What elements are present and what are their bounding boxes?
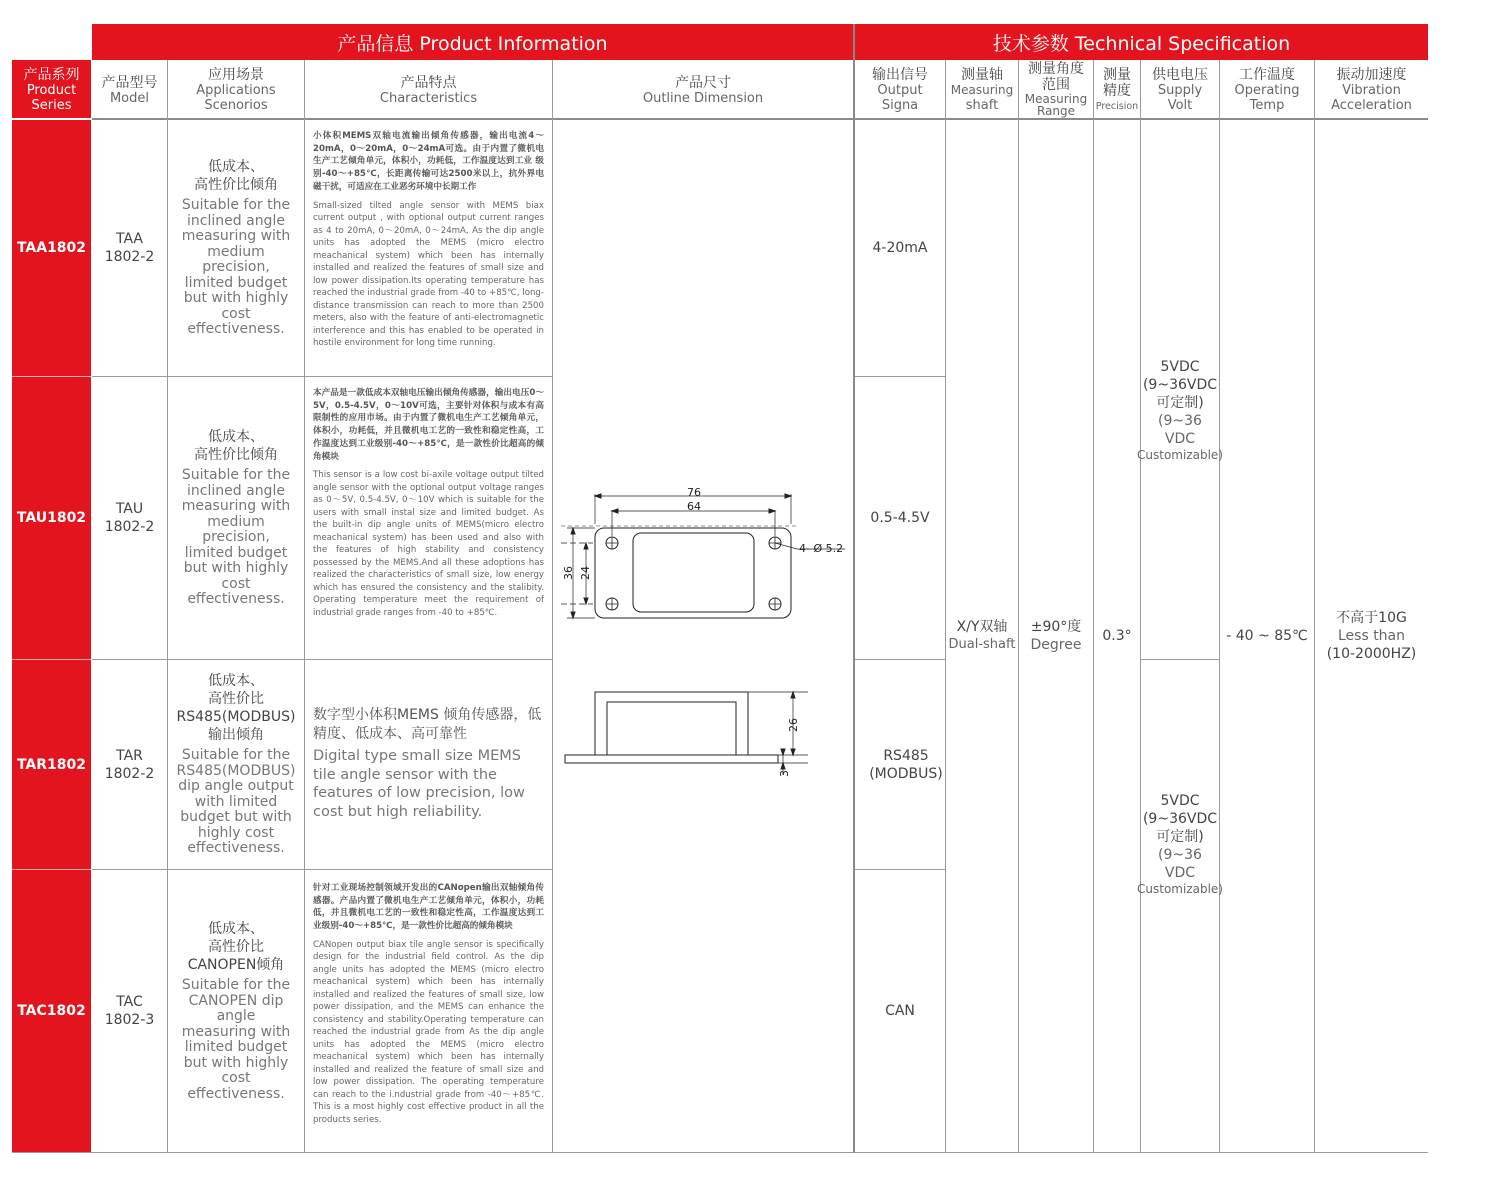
app-en-8: cost <box>221 305 251 322</box>
char-cn: 本产品是一款低成本双轴电压输出倾角传感器，输出电压0～5V，0.5-4.5V，0～10V可选，主要针对体积与成本有高限制性的应用市场。由于内置了微机电生产工艺倾角单元，体积小，功耗低，并且微机电工艺的一致性和稳定性高，工作温度达到工业级别-40～+85℃，是一款性价比超高的倾角模块 <box>313 388 544 462</box>
characteristics-header <box>305 62 552 118</box>
app-en-4: medium <box>207 513 265 530</box>
axis-header-cn: 测量轴 <box>961 67 1003 83</box>
precision-cell <box>1094 120 1140 1152</box>
characteristics-header-cn: 产品特点 <box>400 74 457 91</box>
app-en-6: but with highly <box>183 1054 289 1071</box>
app-en-1: Suitable for the <box>181 747 291 764</box>
characteristics-cell <box>313 882 544 1150</box>
series-label: TAU1802 <box>16 510 87 526</box>
outline-header <box>553 62 853 118</box>
model-header <box>92 62 167 118</box>
app-en-5: budget but with <box>180 809 292 826</box>
outline-header-en: Outline Dimension <box>642 90 764 106</box>
app-en-9: effectiveness. <box>187 591 285 608</box>
app-cn-4: 输出倾角 <box>208 727 264 744</box>
range-cn: ±90°度 <box>1030 619 1082 635</box>
range-header-en1: Measuring <box>1024 92 1088 106</box>
range-header-en2: Range <box>1036 104 1076 118</box>
vibration-header-cn: 振动加速度 <box>1336 67 1407 83</box>
precision-value: 0.3° <box>1102 628 1132 644</box>
app-en-2: inclined angle <box>187 482 285 499</box>
app-en-1: Suitable for the <box>181 977 291 993</box>
model-cell <box>92 377 167 659</box>
app-en-9: effectiveness. <box>187 321 285 338</box>
hole-note-label: 4- Ø 5.2 <box>799 542 844 555</box>
supply-bottom-5: Customizable) <box>1137 882 1223 896</box>
range-header-cn2: 范围 <box>1042 77 1070 93</box>
char-en: Small-sized tilted angle sensor with MEMS biax current output , with optional output current ranges as 4 to 20mA, 0～20mA, 0～24mA, As the dip angle units has adopted the MEMS (micro electro meachanical system) which been has internally installed and realized the features of small size and low power dissipation.Its operating temperature has reached the industrial grade from -40 to +85℃, long-distance transmission can reach to more than 2500 meters, also with the feature of anti-electromagnetic interference and this has enabled to be operated in hostile environment for long time running. <box>313 200 544 349</box>
model-line1: TAC <box>116 994 143 1010</box>
app-cn-3: CANOPEN倾角 <box>187 957 285 973</box>
output-value-1: RS485 <box>883 747 929 764</box>
vibration-2: Less than <box>1337 628 1406 644</box>
app-cn-2: 高性价比 <box>208 939 264 955</box>
precision-header-en: Precision <box>1095 100 1139 112</box>
series-header-cn: 产品系列 <box>23 66 80 83</box>
app-en-3: measuring with <box>181 228 291 245</box>
range-header <box>1019 60 1093 118</box>
model-line2: 1802-2 <box>104 765 155 782</box>
axis-header <box>946 62 1018 118</box>
product-info-header <box>92 24 853 60</box>
series-header-en1: Product <box>26 82 77 98</box>
series-label: TAR1802 <box>16 756 87 773</box>
supply-header <box>1141 62 1219 118</box>
output-header-en1: Output <box>877 83 923 98</box>
output-value: CAN <box>885 1003 915 1019</box>
vibration-cell <box>1315 120 1428 1152</box>
supply-bottom-1: 5VDC <box>1160 793 1200 809</box>
vibration-3: (10-2000HZ) <box>1326 646 1417 662</box>
app-en-7: but with highly <box>183 290 289 307</box>
supply-bottom-3: 可定制) <box>1156 829 1204 845</box>
vibration-header-en2: Acceleration <box>1331 98 1412 113</box>
supply-header-en2: Volt <box>1167 98 1193 113</box>
output-value: 0.5-4.5V <box>870 510 930 526</box>
temp-header-cn: 工作温度 <box>1239 67 1295 83</box>
char-cn: 数字型小体积MEMS 倾角传感器，低精度、低成本、高可靠性 <box>313 707 542 742</box>
table-row <box>12 377 91 659</box>
series-label: TAC1802 <box>17 1003 86 1019</box>
application-cell <box>168 120 304 376</box>
app-cn-1: 低成本、 <box>208 159 264 176</box>
outline-drawing <box>553 470 853 790</box>
series-header <box>12 62 91 118</box>
temp-header-en1: Operating <box>1234 83 1300 98</box>
applications-header <box>168 62 304 118</box>
app-en-6: highly cost <box>197 824 275 841</box>
app-en-5: limited budget <box>184 1039 288 1055</box>
dim-76-label: 76 <box>687 486 701 499</box>
char-en: This sensor is a low cost bi-axile voltage output tilted angle sensor with the optional output voltage ranges as 0～5V, 0.5-4.5V, 0～10V which is suitable for the users with small instal size and limited budget. As the built-in dip angle units of MEMS(micro electro meachanical system) has been used and also with the features of high stability and consistency possessed by the MEMS.And all these adoptions has realized the characteristics of small size, low energy which has ensured the consistency and the stalibity. Operating temperature meet the requirement of industrial grade ranges from -40 to +85℃. <box>313 470 544 618</box>
model-line1: TAU <box>115 501 144 517</box>
model-line1: TAR <box>116 747 143 764</box>
axis-cn: X/Y双轴 <box>956 619 1008 635</box>
app-en-7: cost <box>221 1070 251 1086</box>
model-header-en: Model <box>109 90 150 106</box>
app-en-3: angle <box>216 1008 256 1024</box>
outline-header-cn: 产品尺寸 <box>675 74 731 91</box>
side-view-body <box>565 692 778 763</box>
output-value: 4-20mA <box>872 240 928 256</box>
range-cell <box>1019 120 1093 1152</box>
characteristics-cell <box>313 387 544 655</box>
dim-26-label: 26 <box>787 718 800 732</box>
app-en-5: precision, <box>202 529 270 546</box>
table-row <box>12 120 91 376</box>
model-cell <box>92 120 167 376</box>
app-en-4: medium <box>207 243 265 260</box>
top-view-window <box>633 533 754 612</box>
applications-header-en2: Scenorios <box>204 98 268 113</box>
range-header-cn1: 测量角度 <box>1028 61 1084 77</box>
model-line2: 1802-2 <box>104 249 155 265</box>
vline-precision <box>1140 60 1141 1153</box>
supply-top-3: 可定制) <box>1156 395 1204 411</box>
table-bottom-line <box>12 1152 1428 1153</box>
supply-cell-bottom <box>1137 793 1223 896</box>
table-row <box>12 660 91 869</box>
app-en-7: but with highly <box>183 560 289 577</box>
app-cn-2: 高性价比倾角 <box>194 177 278 194</box>
app-en-4: measuring with <box>181 1023 291 1040</box>
characteristics-cell <box>313 706 545 856</box>
app-cn-1: 低成本、 <box>208 921 264 937</box>
tech-spec-title: 技术参数 Technical Specification <box>992 32 1291 55</box>
axis-en: Dual-shaft <box>948 637 1016 652</box>
supply-bottom-4: (9~36 VDC <box>1158 847 1202 881</box>
app-cn-2: 高性价比 <box>208 691 264 708</box>
temp-value: - 40 ~ 85℃ <box>1226 628 1308 644</box>
dim-64-label: 64 <box>687 500 701 513</box>
supply-top-1: 5VDC <box>1160 359 1200 375</box>
app-cn-1: 低成本、 <box>208 429 264 446</box>
app-en-6: limited budget <box>184 274 288 291</box>
product-info-title: 产品信息 Product Information <box>337 32 608 55</box>
range-en: Degree <box>1030 637 1082 653</box>
output-header <box>855 62 945 118</box>
series-label: TAA1802 <box>16 240 87 256</box>
dim-24-label: 24 <box>579 566 592 580</box>
table-row <box>12 870 91 1152</box>
char-cn: 小体积MEMS双轴电流输出倾角传感器，输出电流4～20mA，0～20mA，0～24mA可选。由于内置了微机电生产工艺倾角单元，体积小，功耗低，工作温度达到工业 级别-40～+85℃，长距离传输可达2500米以上，抗外界电磁干扰，可适应在工业恶劣环境中长期工作 <box>313 131 544 192</box>
app-en-7: effectiveness. <box>187 840 285 857</box>
axis-header-en2: shaft <box>965 98 999 113</box>
supply-cell-top <box>1137 359 1223 462</box>
app-en-5: precision, <box>202 259 270 276</box>
app-en-1: Suitable for the <box>181 197 291 214</box>
characteristics-cell <box>313 130 544 370</box>
output-header-cn: 输出信号 <box>872 67 928 83</box>
supply-divider-line <box>1141 659 1219 660</box>
vibration-header-en1: Vibration <box>1342 83 1401 98</box>
supply-top-2: (9~36VDC <box>1142 377 1218 393</box>
supply-header-en1: Supply <box>1157 83 1203 98</box>
characteristics-header-en: Characteristics <box>379 90 478 106</box>
app-en-2: inclined angle <box>187 212 285 229</box>
supply-top-4: (9~36 VDC <box>1158 413 1202 447</box>
char-en: Digital type small size MEMS tile angle sensor with the features of low precision, low cost but high reliability. <box>313 748 525 820</box>
applications-header-en1: Applications <box>196 83 276 98</box>
app-en-4: with limited <box>194 793 278 810</box>
application-cell <box>168 660 304 869</box>
model-cell <box>92 660 167 869</box>
app-en-2: CANOPEN dip <box>188 992 284 1009</box>
axis-cell <box>946 120 1018 1152</box>
output-cell <box>855 870 945 1152</box>
precision-header-cn1: 测量 <box>1103 66 1131 83</box>
precision-header-cn2: 精度 <box>1103 82 1131 99</box>
dim-36-label: 36 <box>562 566 575 580</box>
app-en-6: limited budget <box>184 544 288 561</box>
vline-app <box>304 60 305 1153</box>
output-header-en2: Signa <box>881 98 919 113</box>
app-en-3: dip angle output <box>178 778 294 795</box>
axis-header-en1: Measuring <box>950 83 1014 97</box>
output-cell <box>855 377 945 659</box>
temp-cell <box>1220 120 1314 1152</box>
series-header-en2: Series <box>31 97 72 113</box>
app-en-1: Suitable for the <box>181 467 291 484</box>
app-en-3: measuring with <box>181 498 291 515</box>
dim-3-label: 3 <box>778 770 791 777</box>
supply-header-cn: 供电电压 <box>1152 67 1208 83</box>
application-cell <box>168 870 304 1152</box>
model-line2: 1802-3 <box>104 1012 155 1028</box>
output-value-2: (MODBUS) <box>869 765 943 782</box>
vibration-1: 不高于10G <box>1336 610 1407 626</box>
model-line2: 1802-2 <box>104 519 155 535</box>
top-view-body <box>595 528 791 618</box>
output-cell <box>855 660 957 869</box>
vibration-header <box>1315 62 1428 118</box>
app-en-8: effectiveness. <box>187 1085 285 1102</box>
app-cn-3: RS485(MODBUS) <box>176 709 296 726</box>
app-cn-2: 高性价比倾角 <box>194 447 278 464</box>
model-header-cn: 产品型号 <box>101 74 158 91</box>
supply-bottom-2: (9~36VDC <box>1142 811 1218 827</box>
applications-header-cn: 应用场景 <box>208 67 264 83</box>
char-en: CANopen output biax tile angle sensor is specifically design for the industrial field control. As the dip angle units has adopted the MEMS (micro electro meachanical system) which been has internally installed and realized the features of small size, low power dissipation, and the MEMS can enhance the consistency and stability.Operating temperature can reached the industrial grade from As the dip angle units has adopted the MEMS (micro electro meachanical system) which been has internally installed and realized the feature of small size and low power dissipation. The operating temperature can reach to the i.ndustrial grade from -40～+85℃. This is a most highly cost effective product in all the products series. <box>313 939 544 1125</box>
app-en-8: cost <box>221 575 251 592</box>
model-cell <box>92 870 167 1152</box>
precision-header <box>1094 62 1140 118</box>
char-cn: 针对工业现场控制领域开发出的CANopen输出双轴倾角传感器。产品内置了微机电生产工艺倾角单元，体积小，功耗低，并且微机电工艺的一致性和稳定性高，工作温度达到工业级别-40～+85℃，是一款性价比超高的倾角模块 <box>313 883 544 932</box>
model-line1: TAA <box>115 231 143 247</box>
app-cn-1: 低成本、 <box>208 673 264 690</box>
temp-header-en2: Temp <box>1249 98 1285 113</box>
tech-spec-header <box>855 24 1428 60</box>
app-en-2: RS485(MODBUS) <box>176 762 296 779</box>
output-cell <box>855 120 945 376</box>
application-cell <box>168 377 304 659</box>
supply-top-5: Customizable) <box>1137 448 1223 462</box>
temp-header <box>1220 62 1314 118</box>
